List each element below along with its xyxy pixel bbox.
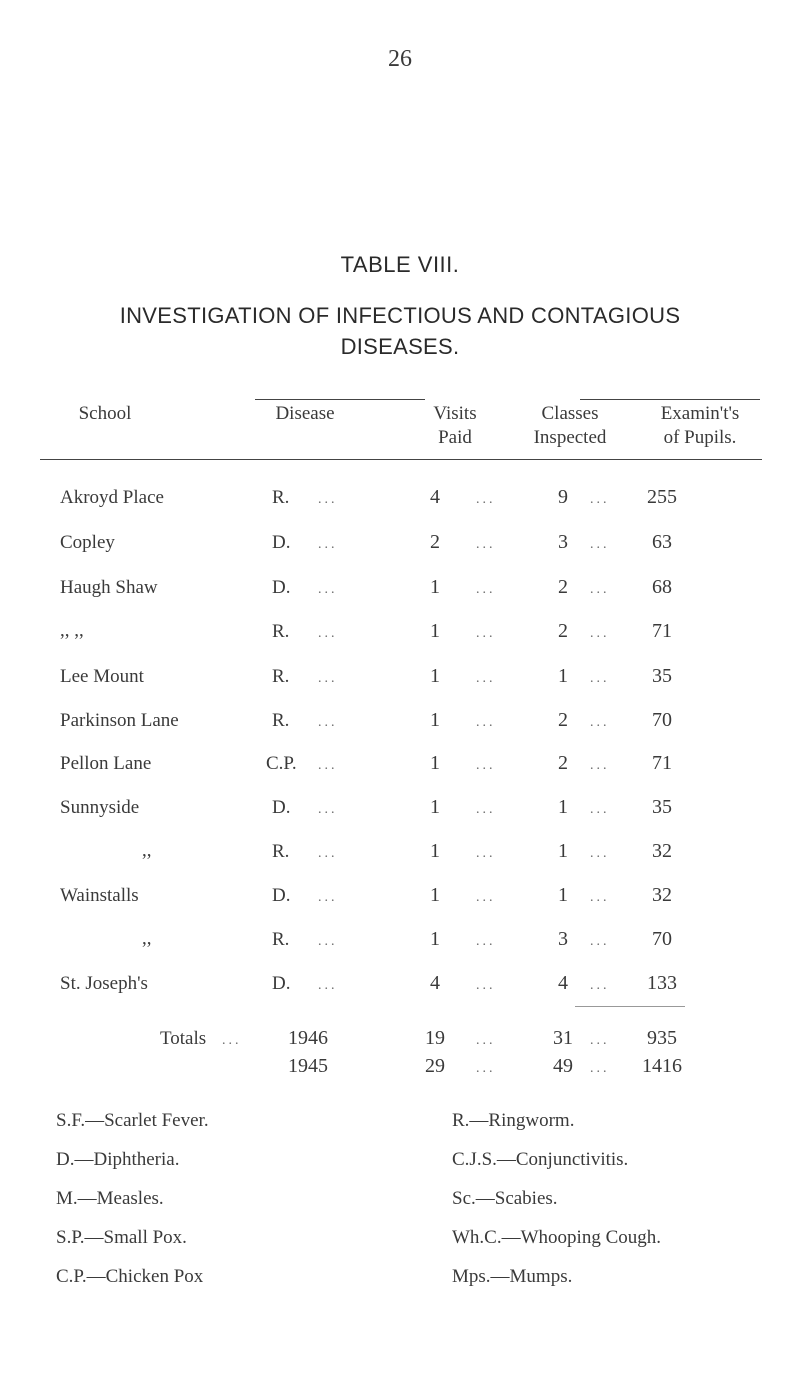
leader-dots: ...	[318, 582, 338, 597]
header-school	[50, 402, 160, 426]
totals-examined: 1416	[642, 1055, 682, 1077]
totals-classes: 31	[553, 1027, 573, 1049]
visits-value: 1	[430, 709, 440, 731]
totals-examined: 935	[647, 1027, 677, 1049]
leader-dots: ...	[590, 1061, 610, 1076]
examined-value: 32	[652, 884, 672, 906]
examined-value: 71	[652, 620, 672, 642]
table-subtitle-line2: DISEASES.	[340, 334, 460, 359]
disease-code: R.	[272, 621, 290, 642]
school-name: Wainstalls	[60, 885, 139, 906]
examined-value: 68	[652, 576, 672, 598]
table-subtitle-line1: INVESTIGATION OF INFECTIOUS AND CONTAGIOUS	[119, 303, 681, 328]
visits-value: 1	[430, 752, 440, 774]
leader-dots: ...	[590, 890, 610, 905]
examined-value: 70	[652, 928, 672, 950]
classes-value: 1	[558, 796, 568, 818]
visits-value: 1	[430, 840, 440, 862]
visits-value: 1	[430, 665, 440, 687]
leader-dots: ...	[476, 582, 496, 597]
header-classes	[515, 402, 625, 450]
examined-value: 63	[652, 531, 672, 553]
classes-value: 1	[558, 665, 568, 687]
visits-value: 4	[430, 972, 440, 994]
leader-dots: ...	[590, 537, 610, 552]
examined-value: 71	[652, 752, 672, 774]
school-name: Sunnyside	[60, 797, 140, 818]
leader-dots: ...	[318, 758, 338, 773]
leader-dots: ...	[476, 758, 496, 773]
disease-code: D.	[272, 797, 291, 818]
school-name: Parkinson Lane	[60, 710, 179, 731]
disease-code: R.	[272, 929, 290, 950]
school-name-ditto: ,,	[142, 928, 152, 949]
classes-value: 3	[558, 531, 568, 553]
leader-dots: ...	[590, 978, 610, 993]
visits-value: 1	[430, 576, 440, 598]
page-number: 26	[388, 46, 412, 72]
classes-value: 9	[558, 486, 568, 508]
header-visits-line1: Visits	[433, 403, 477, 424]
classes-value: 1	[558, 840, 568, 862]
leader-dots: ...	[476, 492, 496, 507]
header-visits	[410, 402, 500, 450]
examined-value: 35	[652, 665, 672, 687]
leader-dots: ...	[222, 1033, 242, 1048]
disease-code: D.	[272, 973, 291, 994]
examined-value: 32	[652, 840, 672, 862]
visits-value: 1	[430, 928, 440, 950]
visits-value: 1	[430, 884, 440, 906]
disease-code: R.	[272, 710, 290, 731]
school-name: Copley	[60, 532, 115, 553]
header-rule-top-disease	[255, 399, 425, 400]
disease-code: R.	[272, 487, 290, 508]
disease-code: R.	[272, 841, 290, 862]
school-name-ditto: ,,	[142, 840, 152, 861]
examined-value: 133	[647, 972, 677, 994]
header-classes-line2: Inspected	[533, 427, 607, 448]
totals-classes: 49	[553, 1055, 573, 1077]
key-item: M.—Measles.	[56, 1188, 164, 1209]
disease-code: D.	[272, 885, 291, 906]
header-rule-bottom	[40, 459, 762, 460]
leader-dots: ...	[318, 626, 338, 641]
key-item: D.—Diphtheria.	[56, 1149, 180, 1170]
leader-dots: ...	[318, 890, 338, 905]
header-disease	[245, 402, 365, 426]
leader-dots: ...	[590, 626, 610, 641]
key-item: S.P.—Small Pox.	[56, 1227, 187, 1248]
school-name: St. Joseph's	[60, 973, 148, 994]
leader-dots: ...	[318, 846, 338, 861]
header-rule-top-examined	[580, 399, 760, 400]
leader-dots: ...	[590, 802, 610, 817]
leader-dots: ...	[590, 582, 610, 597]
header-disease-label: Disease	[275, 403, 335, 424]
key-item: Wh.C.—Whooping Cough.	[452, 1227, 661, 1248]
leader-dots: ...	[476, 715, 496, 730]
leader-dots: ...	[590, 671, 610, 686]
leader-dots: ...	[318, 537, 338, 552]
classes-value: 2	[558, 752, 568, 774]
leader-dots: ...	[590, 758, 610, 773]
leader-dots: ...	[590, 846, 610, 861]
leader-dots: ...	[476, 1061, 496, 1076]
key-item: R.—Ringworm.	[452, 1110, 575, 1131]
header-examined-line2: of Pupils.	[663, 427, 737, 448]
header-examined-line1: Examin't's	[660, 403, 740, 424]
disease-code: C.P.	[266, 753, 297, 774]
leader-dots: ...	[476, 934, 496, 949]
leader-dots: ...	[318, 671, 338, 686]
school-name: Lee Mount	[60, 666, 144, 687]
leader-dots: ...	[318, 715, 338, 730]
leader-dots: ...	[476, 626, 496, 641]
disease-code: R.	[272, 666, 290, 687]
key-item: Sc.—Scabies.	[452, 1188, 558, 1209]
school-name: Haugh Shaw	[60, 577, 158, 598]
header-examined	[630, 402, 770, 450]
leader-dots: ...	[590, 934, 610, 949]
classes-value: 4	[558, 972, 568, 994]
classes-value: 1	[558, 884, 568, 906]
visits-value: 1	[430, 796, 440, 818]
leader-dots: ...	[318, 492, 338, 507]
totals-year: 1945	[288, 1055, 328, 1077]
leader-dots: ...	[476, 890, 496, 905]
totals-visits: 29	[425, 1055, 445, 1077]
header-school-label: School	[78, 403, 132, 424]
examined-value: 35	[652, 796, 672, 818]
classes-value: 2	[558, 709, 568, 731]
disease-code: D.	[272, 577, 291, 598]
school-name: Pellon Lane	[60, 753, 152, 774]
totals-rule	[575, 1006, 685, 1007]
leader-dots: ...	[476, 537, 496, 552]
leader-dots: ...	[476, 671, 496, 686]
leader-dots: ...	[318, 978, 338, 993]
key-item: Mps.—Mumps.	[452, 1266, 573, 1287]
visits-value: 4	[430, 486, 440, 508]
school-name: Akroyd Place	[60, 487, 164, 508]
examined-value: 255	[647, 486, 677, 508]
totals-label: Totals	[160, 1028, 207, 1049]
leader-dots: ...	[590, 715, 610, 730]
leader-dots: ...	[476, 1033, 496, 1048]
totals-visits: 19	[425, 1027, 445, 1049]
leader-dots: ...	[318, 934, 338, 949]
classes-value: 3	[558, 928, 568, 950]
totals-year: 1946	[288, 1027, 328, 1049]
leader-dots: ...	[590, 1033, 610, 1048]
classes-value: 2	[558, 620, 568, 642]
key-item: C.J.S.—Conjunctivitis.	[452, 1149, 629, 1170]
header-classes-line1: Classes	[541, 403, 599, 424]
leader-dots: ...	[476, 802, 496, 817]
leader-dots: ...	[476, 846, 496, 861]
header-visits-line2: Paid	[438, 427, 472, 448]
visits-value: 1	[430, 620, 440, 642]
classes-value: 2	[558, 576, 568, 598]
school-name-ditto: ,, ,,	[60, 620, 84, 641]
leader-dots: ...	[590, 492, 610, 507]
leader-dots: ...	[476, 978, 496, 993]
key-item: C.P.—Chicken Pox	[56, 1266, 204, 1287]
table-title: TABLE VIII.	[340, 252, 460, 277]
examined-value: 70	[652, 709, 672, 731]
disease-code: D.	[272, 532, 291, 553]
key-item: S.F.—Scarlet Fever.	[56, 1110, 209, 1131]
leader-dots: ...	[318, 802, 338, 817]
visits-value: 2	[430, 531, 440, 553]
